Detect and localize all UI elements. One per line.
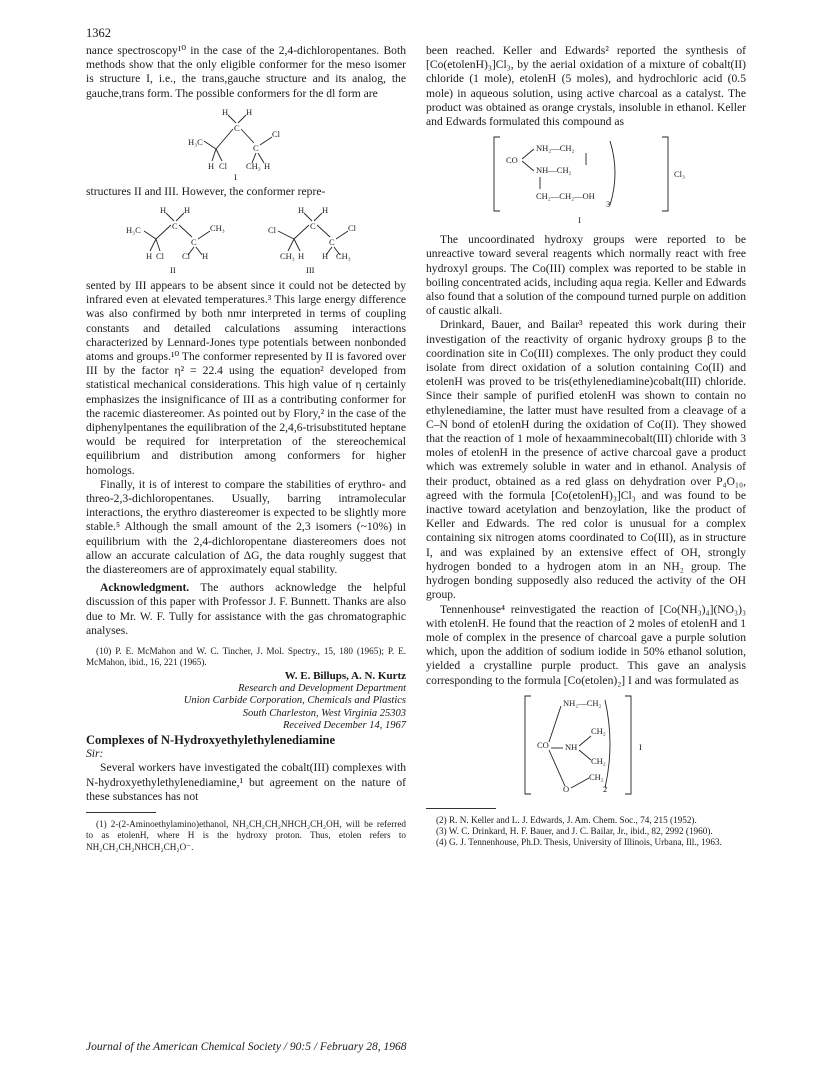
svg-text:H: H — [160, 205, 167, 216]
structures-II-III-figure — [96, 203, 396, 275]
left-column — [86, 44, 406, 853]
svg-text:Cl: Cl — [348, 223, 357, 234]
svg-text:CO: CO — [506, 155, 518, 166]
footnote: (3) W. C. Drinkard, H. F. Bauer, and J. C. Bailar, Jr., ibid., 82, 2992 (1960). — [436, 825, 713, 836]
paragraph: The uncoordinated hydroxy groups were reported to be unreactive toward several reagents which normally react with free hydroxyl groups. The Co(III) complex was reported to be stable in boiling concentrated acids, including aqua regia. Keller and Edwards also found that a solution of the compound turned purple on addition of caustic alkali. — [426, 233, 746, 318]
svg-text:H: H — [184, 205, 191, 216]
structure-III — [268, 205, 357, 275]
paragraph: Tennenhouse⁴ reinvestigated the reaction of [Co(NH₃)₄](NO₃)₃ with etolenH. He found that the reaction of 2 moles of etolenH and 1 mole of complex in the presence of charcoal gave a purple solution which, upon the addition of sodium iodide in 50% ethanol solution, yielded a crystalline purple product. This gave an analysis corresponding to the formula [Co(etolen)₂] I and was formulated as — [426, 602, 746, 687]
atom-label: Cl — [272, 128, 281, 139]
svg-text:C: C — [310, 221, 316, 232]
svg-text:C: C — [172, 221, 178, 232]
structure-cobalt-etolen-figure — [501, 692, 671, 800]
figure-label: III — [306, 265, 315, 276]
received-date: Received December 14, 1967 — [282, 720, 406, 732]
svg-text:Cl₃: Cl₃ — [674, 169, 685, 180]
atom-label: Cl — [219, 160, 228, 171]
atom-label: H₃C — [188, 136, 203, 147]
structure-I-figure — [186, 105, 306, 181]
svg-text:NH: NH — [565, 741, 578, 752]
acknowledgment-text: The authors acknowledge the helpful discussion of this paper with Professor J. F. Bunnett. Thanks are also due to Mr. W. F. Tully for assistance with the gas chromatographic analyses. — [86, 581, 406, 637]
svg-text:CH₃: CH₃ — [210, 223, 225, 234]
journal-footer: Journal of the American Chemical Society / 90:5 / February 28, 1968 — [86, 1041, 407, 1053]
svg-text:H: H — [322, 251, 329, 262]
svg-text:H: H — [298, 251, 305, 262]
atom-label: C — [234, 122, 240, 133]
svg-text:O: O — [563, 783, 570, 794]
paragraph: sented by III appears to be absent since it could not be detected by infrared even at elevated temperatures.³ This large energy difference was also confirmed by both nmr interpreted in terms of coupling constants and detailed calculations assuming interactions characterized by Lennard-Jones type potentials between nonbonded atoms and groups.¹⁰ The conformer represented by II is favored over III by the factor η² = 22.4 using the equation² developed from statistical mechanical considerations. This high value of η certainly emphasizes the insignificance of III as a contributing conformer for the racemic diastereomer. As pointed out by Flory,² in the case of the diphenylpentanes the equilibration of the 2,4,6-trisubstituted heptane would be required for interpretation of the stereochemical equilibrium and distribution among conformers for higher homologs. — [86, 279, 406, 477]
paragraph: structures II and III. However, the conformer repre- — [86, 184, 326, 198]
svg-text:H: H — [202, 251, 209, 262]
right-column — [426, 44, 746, 848]
affiliation-line: South Charleston, West Virginia 25303 — [242, 707, 406, 719]
figure-label: I — [578, 215, 581, 226]
svg-text:CH₃: CH₃ — [336, 251, 351, 262]
footnote: (1) 2-(2-Aminoethylamino)ethanol, NH₂CH₂CH₂NHCH₂CH₂OH, will be referred to as etolenH, where H is the hydroxy proton. Thus, etolen refers to NH₂CH₂CH₂NHCH₂CH₂O⁻. — [86, 819, 406, 852]
atom-label: H — [246, 106, 253, 117]
author-names: W. E. Billups, A. N. Kurtz — [284, 669, 406, 682]
svg-text:CO: CO — [537, 739, 549, 750]
svg-text:Cl: Cl — [156, 251, 165, 262]
svg-text:CH₂: CH₂ — [591, 755, 606, 766]
svg-text:C: C — [329, 237, 335, 248]
atom-label: H — [208, 160, 215, 171]
affiliation-line: Research and Development Department — [238, 682, 406, 694]
atom-label: H — [264, 160, 271, 171]
acknowledgment-heading: Acknowledgment. — [100, 581, 190, 595]
svg-text:CH₂—CH₂—OH: CH₂—CH₂—OH — [536, 191, 595, 202]
svg-text:Cl: Cl — [182, 251, 191, 262]
paragraph: Drinkard, Bauer, and Bailar³ repeated this work during their investigation of the reactivity of organic hydroxy groups β to the coordination site in Co(III) complexes. The only product they could isolate from direct oxidation of a solution containing Co(II) and etolenH was proved to be tris(ethylenediamine)cobalt(III) chloride. Since their sample of purified etolenH was shown to contain no ethylenediamine, the latter must have resulted from a cleavage of a C–N bond of etolenH during the oxidation of Co(II). They showed that the reaction of 1 mole of hexaamminecobalt(III) chloride with 3 moles of etolenH in the presence of active charcoal gave a product which was extremely soluble in water and in ethanol. Analysis of their product, obtained as a red glass on dehydration over P₄O₁₀, agreed with the formula [Co(etolenH)₃]Cl₃ and was found to be inactive toward acetylation and benzoylation, like the product of Keller and Edwards. The red color is unusual for a complex containing six nitrogen atoms coordinated to Co(III), as in structure I, and was explained by an extensive effect of OH, strongly hydrogen bonded to a hydrogen atom in an NH₂ group. The hydrogen bonding supposedly also reduced the activity of the OH group. — [426, 318, 746, 602]
svg-text:C: C — [191, 237, 197, 248]
footnote: (10) P. E. McMahon and W. C. Tincher, J. Mol. Spectry., 15, 180 (1965); P. E. McMahon, ibid., 16, 221 (1965). — [86, 646, 406, 668]
structure-I-cobalt-figure — [486, 133, 686, 229]
svg-text:NH₂—CH₂: NH₂—CH₂ — [563, 697, 602, 708]
acknowledgment — [86, 581, 406, 638]
article-title: Complexes of N-Hydroxyethylethylenediamine — [86, 733, 336, 748]
svg-text:NH₂—CH₂: NH₂—CH₂ — [536, 143, 575, 154]
page-number: 1362 — [86, 26, 111, 40]
svg-text:I: I — [639, 741, 642, 752]
atom-label: CH₃ — [246, 160, 261, 171]
atom-label: H — [222, 106, 229, 117]
paragraph: been reached. Keller and Edwards² reported the synthesis of [Co(etolenH)₃]Cl₃, by the aerial oxidation of a mixture of cobalt(II) chloride (1 mole), etolenH (5 moles), and hydrochloric acid (0.5 mole) in aqueous solution, using active charcoal as a catalyst. The product was obtained as orange crystals, insoluble in ethanol. Keller and Edwards formulated this compound as — [426, 44, 746, 129]
svg-text:CH₂: CH₂ — [591, 725, 606, 736]
figure-label: I — [234, 171, 237, 181]
paragraph: nance spectroscopy¹⁰ in the case of the 2,4-dichloropentanes. Both methods show that the only eligible conformer for the meso isomer is structure I, i.e., the trans,gauche structure and its analog, the gauche,trans form. The possible conformers for the dl form are — [86, 44, 406, 100]
footnote: (4) G. J. Tennenhouse, Ph.D. Thesis, University of Illinois, Urbana, Ill., 1963. — [436, 837, 722, 848]
svg-text:H₃C: H₃C — [126, 225, 141, 236]
atom-label: C — [253, 142, 259, 153]
svg-text:Cl: Cl — [268, 225, 277, 236]
affiliation-line: Union Carbide Corporation, Chemicals and Plastics — [183, 695, 406, 707]
svg-text:2: 2 — [603, 783, 608, 794]
figure-label: II — [170, 265, 176, 276]
svg-text:3: 3 — [606, 199, 611, 210]
footnote-rule — [426, 808, 496, 809]
structure-II — [126, 205, 225, 275]
footnote: (2) R. N. Keller and L. J. Edwards, J. Am. Chem. Soc., 74, 215 (1952). — [436, 814, 697, 825]
paragraph: Finally, it is of interest to compare the stabilities of erythro- and threo-2,3-dichloropentanes. Usually, barring intramolecular interactions, the erythro diastereomer is expected to be slightly more stable.⁵ Although the small amount of the 2,3 isomers (~10%) in equilibrium with the 2,4-dichloropentane diastereomers does not allow an accurate calculation of ΔG, the data roughly suggest that the diastereomers are of approximately equal stability. — [86, 477, 406, 577]
paragraph: Several workers have investigated the cobalt(III) complexes with N-hydroxyethylethylenediamine,¹ but agreement on the nature of these substances has not — [86, 761, 406, 803]
svg-text:CH₃: CH₃ — [280, 251, 295, 262]
svg-text:CH₂: CH₂ — [589, 771, 604, 782]
svg-text:H: H — [146, 251, 153, 262]
svg-text:H: H — [322, 205, 329, 216]
footnote-rule — [86, 812, 156, 813]
svg-text:H: H — [298, 205, 305, 216]
salutation: Sir: — [86, 747, 104, 761]
svg-text:NH—CH₂: NH—CH₂ — [536, 165, 572, 176]
